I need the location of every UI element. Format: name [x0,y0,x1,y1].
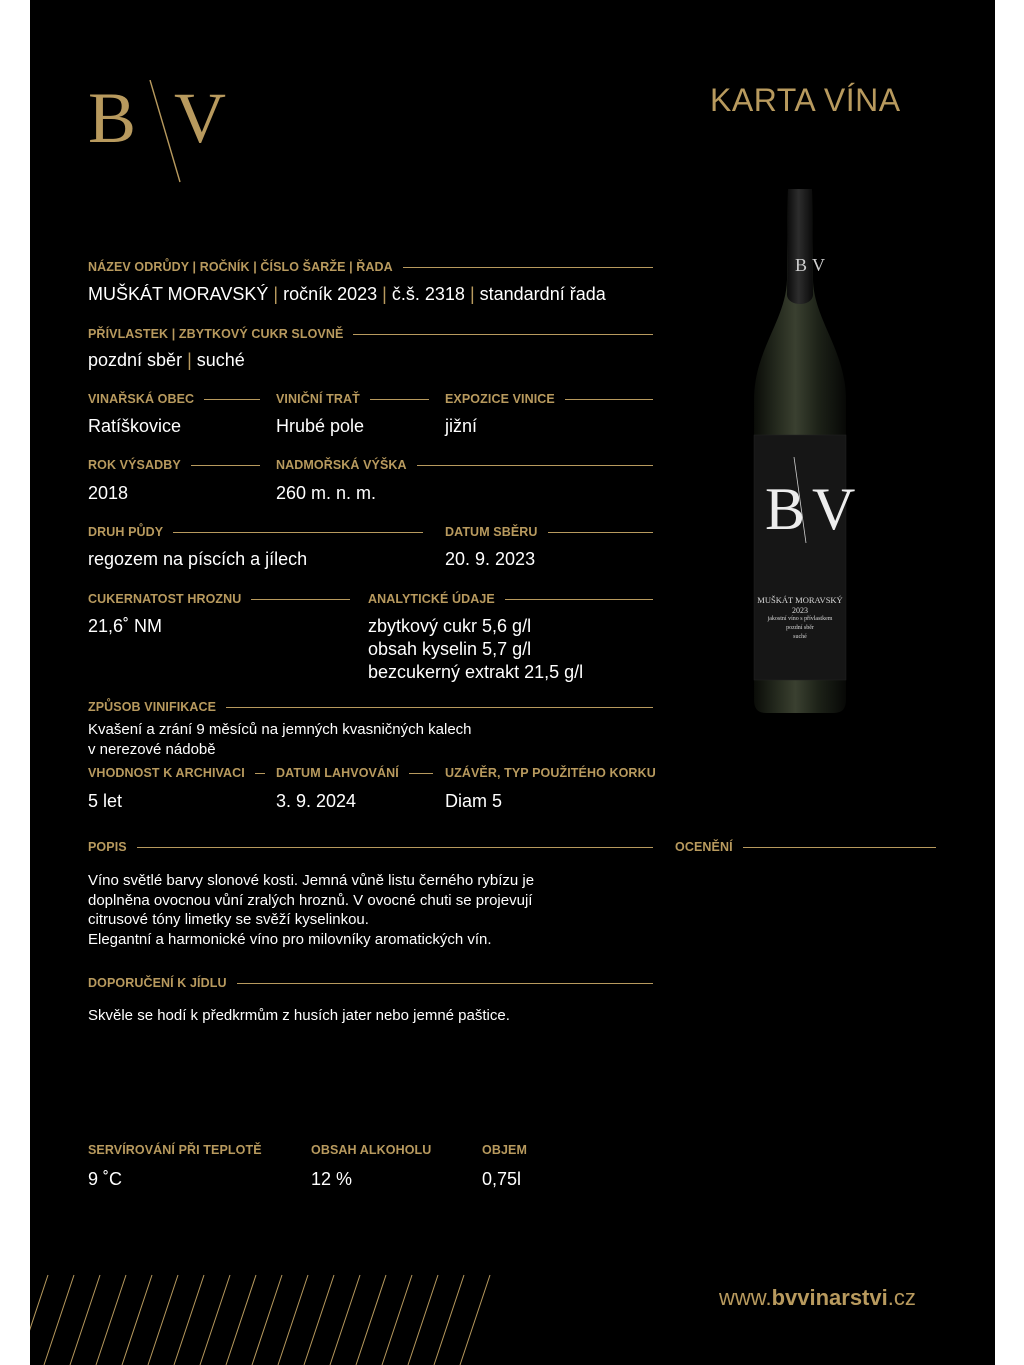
bottle-label-year: 2023 [792,606,808,615]
url-suffix: .cz [887,1285,916,1310]
website-link[interactable] [719,1285,916,1311]
planted-value: 2018 [88,483,129,503]
serving-label-text: SERVÍROVÁNÍ PŘI TEPLOTĚ [88,1143,262,1157]
analytics-line-2: obsah kyselin 5,7 g/l [368,639,532,659]
archive-value: 5 let [88,791,123,811]
altitude-value: 260 m. n. m. [276,483,377,503]
exposure-label [445,392,653,406]
harvest-label [445,525,653,539]
archive-label [88,766,265,780]
sugar-content-label-text: CUKERNATOST HROZNU [88,592,242,606]
divider [251,599,350,600]
divider [417,465,653,466]
alcohol-label [311,1143,431,1157]
sugar-content-label [88,592,350,606]
bottle-label-line3: suché [793,634,807,640]
bottle-label-text [754,594,846,642]
wine-card-sheet [30,0,995,1365]
description-line-1: Víno světlé barvy slonové kosti. Jemná vůně listu černého rybízu je [88,872,535,889]
pairing-value: Skvěle se hodí k předkrmům z husích jater nebo jemné paštice. [88,1007,510,1024]
divider [403,267,653,268]
analytics-label-text: ANALYTICKÉ ÚDAJE [368,592,495,606]
alcohol-value: 12 % [311,1169,353,1189]
variety-value [88,284,606,305]
soil-value: regozem na píscích a jílech [88,549,308,569]
residual-sugar-word: suché [196,350,245,370]
variety-label [88,260,653,274]
serving-value: 9 ˚C [88,1169,123,1189]
separator: | [187,350,192,370]
divider [226,707,653,708]
brand-logo [88,80,233,184]
logo-letter-b: B [88,78,137,158]
batch-number: č.š. 2318 [391,284,465,304]
separator: | [382,284,387,304]
exposure-label-text: EXPOZICE VINICE [445,392,555,406]
volume-label-text: OBJEM [482,1143,527,1157]
bottle-label-logo-b: B [765,476,806,542]
harvest-label-text: DATUM SBĚRU [445,525,538,539]
village-label [88,392,260,406]
analytics-line-3: bezcukerný extrakt 21,5 g/l [368,662,584,682]
analytics-label [368,592,653,606]
divider [191,465,260,466]
description-label [88,840,653,854]
bottle-label-logo-v: V [812,476,856,542]
description-line-2: doplněna ovocnou vůní zralých hroznů. V ovocné chuti se projevují [88,891,533,909]
divider [743,847,936,848]
divider [237,983,653,984]
exposure-value: jižní [445,416,478,436]
divider [255,773,265,774]
variety-label-text: NÁZEV ODRŮDY | ROČNÍK | ČÍSLO ŠARŽE | ŘADA [88,260,393,274]
separator: | [469,284,475,304]
logo-letter-v: V [174,78,226,158]
divider [548,532,653,533]
url-prefix: www. [719,1285,772,1310]
divider [565,399,653,400]
divider [137,847,653,848]
volume-label [482,1143,527,1157]
divider [409,773,433,774]
bottle-label-name: MUŠKÁT MORAVSKÝ [757,595,843,605]
village-value: Ratíškovice [88,416,182,436]
soil-label [88,525,423,539]
description-value [88,871,534,949]
attribute-label-text: PŘÍVLASTEK | ZBYTKOVÝ CUKR SLOVNĚ [88,327,344,341]
archive-label-text: VHODNOST K ARCHIVACI [88,766,245,780]
divider [173,532,423,533]
vinification-line-1: Kvašení a zrání 9 měsíců na jemných kvasničných kalech [88,721,472,738]
awards-label-text: OCENĚNÍ [675,840,733,854]
separator: | [273,284,279,304]
bottle-label-line2: pozdní sběr [786,625,814,631]
vinification-value [88,720,472,759]
attribute-value [88,350,245,371]
pairing-label [88,976,653,990]
closure-label-text: UZÁVĚR, TYP POUŽITÉHO KORKU [445,766,656,780]
closure-value: Diam 5 [445,791,503,811]
planted-label [88,458,260,472]
vineyard-value: Hrubé pole [276,416,365,436]
vinification-line-2: v nerezové nádobě [88,740,216,758]
page-title: KARTA VÍNA [710,82,901,118]
bottle-label-line1: jakostní víno s přívlastkem [767,616,833,622]
url-domain: bvvinarstvi [771,1285,888,1310]
vintage: ročník 2023 [283,284,378,304]
divider [505,599,653,600]
variety-name: MUŠKÁT MORAVSKÝ [88,284,269,304]
description-label-text: POPIS [88,840,127,854]
attribute-label [88,327,653,341]
decorative-stripes [30,1270,510,1365]
bottling-label-text: DATUM LAHVOVÁNÍ [276,766,399,780]
pairing-label-text: DOPORUČENÍ K JÍDLU [88,976,227,990]
description-line-4: Elegantní a harmonické víno pro milovníky aromatických vín. [88,930,492,948]
bottling-value: 3. 9. 2024 [276,791,357,811]
description-line-3: citrusové tóny limetky se svěží kyselinkou. [88,911,369,928]
soil-label-text: DRUH PŮDY [88,525,164,539]
village-label-text: VINAŘSKÁ OBEC [88,392,195,406]
bottle-neck-logo-b: B [795,255,808,275]
divider [204,399,260,400]
awards-label [675,840,936,854]
serving-label [88,1143,262,1157]
planted-label-text: ROK VÝSADBY [88,458,181,472]
bottling-label [276,766,433,780]
divider [353,334,653,335]
series: standardní řada [479,284,606,304]
altitude-label-text: NADMOŘSKÁ VÝŠKA [276,458,407,472]
analytics-line-1: zbytkový cukr 5,6 g/l [368,616,532,636]
closure-label [445,766,656,780]
harvest-value: 20. 9. 2023 [445,549,536,569]
bottle-neck-logo-v: V [812,255,825,275]
volume-value: 0,75l [482,1169,522,1189]
vineyard-label [276,392,429,406]
vinification-label-text: ZPŮSOB VINIFIKACE [88,700,217,714]
altitude-label [276,458,653,472]
vineyard-label-text: VINIČNÍ TRAŤ [276,392,360,406]
divider [370,399,429,400]
sugar-content-value: 21,6˚ NM [88,616,163,636]
alcohol-label-text: OBSAH ALKOHOLU [311,1143,432,1157]
vinification-label [88,700,653,714]
predicate: pozdní sběr [88,350,183,370]
